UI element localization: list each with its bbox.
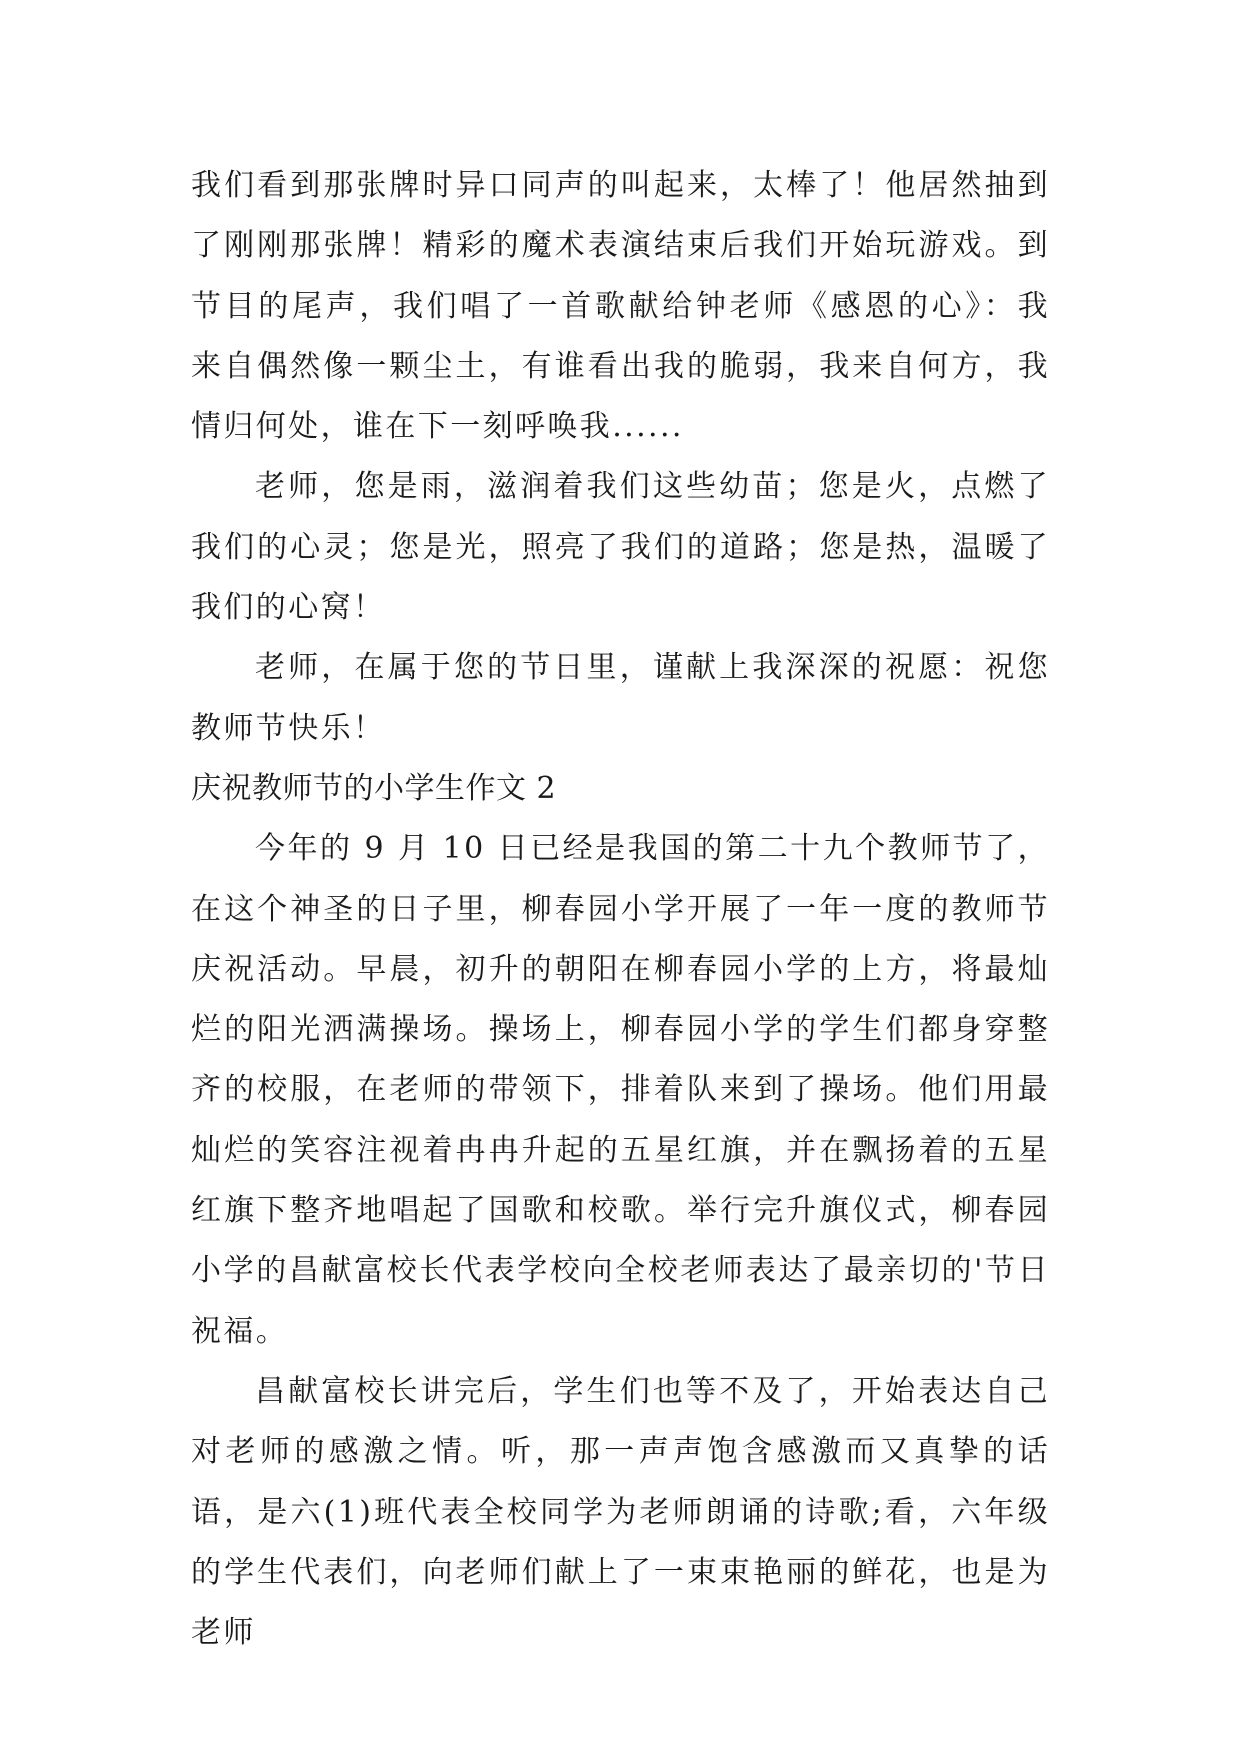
paragraph: 老师，在属于您的节日里，谨献上我深深的祝愿：祝您教师节快乐！ [191,650,1050,746]
document-body [191,156,1050,1663]
paragraph: 昌献富校长讲完后，学生们也等不及了，开始表达自己对老师的感激之情。听，那一声声饱含感激而又真挚的话语，是六(1)班代表全校同学为老师朗诵的诗歌;看，六年级的学生代表们，向老师们献上了一束束艳丽的鲜花，也是为老师 [191,1373,1050,1651]
paragraph: 老师，您是雨，滋润着我们这些幼苗；您是火，点燃了我们的心灵；您是光，照亮了我们的道路；您是热，温暖了我们的心窝！ [191,469,1050,626]
section-heading: 庆祝教师节的小学生作文 2 [191,770,557,806]
paragraph: 今年的 9 月 10 日已经是我国的第二十九个教师节了，在这个神圣的日子里，柳春园小学开展了一年一度的教师节庆祝活动。早晨，初升的朝阳在柳春园小学的上方，将最灿烂的阳光洒满操场。操场上，柳春园小学的学生们都身穿整齐的校服，在老师的带领下，排着队来到了操场。他们用最灿烂的笑容注视着冉冉升起的五星红旗，并在飘扬着的五星红旗下整齐地唱起了国歌和校歌。举行完升旗仪式，柳春园小学的昌献富校长代表学校向全校老师表达了最亲切的'节日祝福。 [191,831,1050,1349]
paragraph-continued: 我们看到那张牌时异口同声的叫起来，太棒了！他居然抽到了刚刚那张牌！精彩的魔术表演结束后我们开始玩游戏。到节目的尾声，我们唱了一首歌献给钟老师《感恩的心》：我来自偶然像一颗尘土，有谁看出我的脆弱，我来自何方，我情归何处，谁在下一刻呼唤我...... [191,168,1050,445]
